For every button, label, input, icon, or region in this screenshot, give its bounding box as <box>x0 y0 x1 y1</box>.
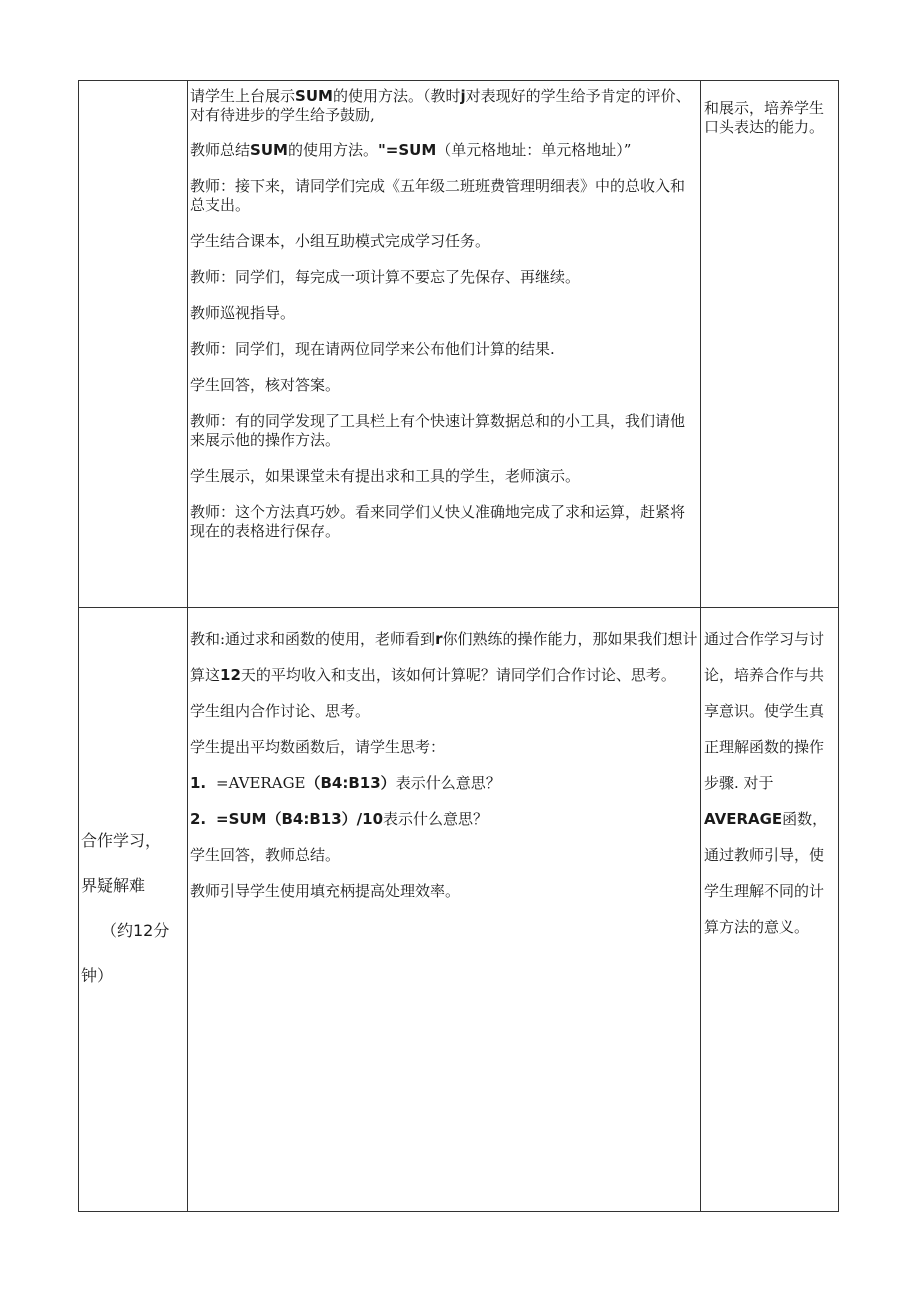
phase-title-line: 界疑解难 <box>81 876 146 895</box>
activity-line: 教和:通过求和函数的使用，老师看到r你们熟练的操作能力，那如果我们想计算这12天的平均收入和支出，该如何计算呢？请同学们合作讨论、思考。 <box>190 630 698 684</box>
activity-line: 教师：同学们，每完成一项计算不要忘了先保存、再继续。 <box>190 268 581 286</box>
design-intent-cell <box>701 81 839 608</box>
activity-line: 教师总结SUM的使用方法。"=SUM（单元格地址：单元格地址）” <box>190 141 632 159</box>
phase-cell <box>79 608 188 1212</box>
table-row <box>79 81 839 608</box>
list-item: 2. =SUM（B4:B13）/10表示什么意思？ <box>190 810 489 828</box>
activity-line: 学生组内合作讨论、思考。 <box>190 702 371 720</box>
activity-line: 学生回答，核对答案。 <box>190 376 341 394</box>
activity-line: 教师：有的同学发现了工具栏上有个快速计算数据总和的小工具，我们请他来展示他的操作方法。 <box>190 412 686 449</box>
teaching-activity-cell <box>188 81 701 608</box>
activity-line: 学生结合课本，小组互助模式完成学习任务。 <box>190 232 491 250</box>
list-item: 1. =AVERAGE（B4:B13）表示什么意思？ <box>190 774 501 792</box>
design-intent-text: 和展示，培养学生口头表达的能力。 <box>704 99 825 136</box>
phase-cell-empty <box>79 81 188 608</box>
phase-duration: 钟） <box>81 966 114 985</box>
activity-line: 教师：接下来，请同学们完成《五年级二班班费管理明细表》中的总收入和总支出。 <box>190 177 686 214</box>
activity-line: 教师引导学生使用填充柄提高处理效率。 <box>190 882 461 900</box>
phase-duration: （约12分 <box>101 921 170 940</box>
design-intent-text: 通过合作学习与讨论，培养合作与共享意识。使学生真正理解函数的操作步骤. 对于AVERAGE函数，通过教师引导，使学生理解不同的计算方法的意义。 <box>704 630 828 936</box>
activity-line: 学生展示，如果课堂未有提出求和工具的学生，老师演示。 <box>190 467 581 485</box>
activity-line: 学生提出平均数函数后，请学生思考： <box>190 738 446 756</box>
teaching-activity-cell <box>188 608 701 1212</box>
activity-line: 教师：同学们，现在请两位同学来公布他们计算的结果. <box>190 340 555 358</box>
activity-line: 请学生上台展示SUM的使用方法。（教时j对表现好的学生给予肯定的评价、对有待进步的学生给予鼓励, <box>190 87 691 124</box>
table-row <box>79 608 839 1212</box>
lesson-plan-table <box>78 80 839 1212</box>
activity-line: 教师巡视指导。 <box>190 304 296 322</box>
design-intent-cell <box>701 608 839 1212</box>
phase-title-line: 合作学习， <box>81 831 162 850</box>
activity-line: 学生回答，教师总结。 <box>190 846 341 864</box>
activity-line: 教师：这个方法真巧妙。看来同学们乂快乂准确地完成了求和运算，赶紧将现在的表格进行保存。 <box>190 503 686 540</box>
